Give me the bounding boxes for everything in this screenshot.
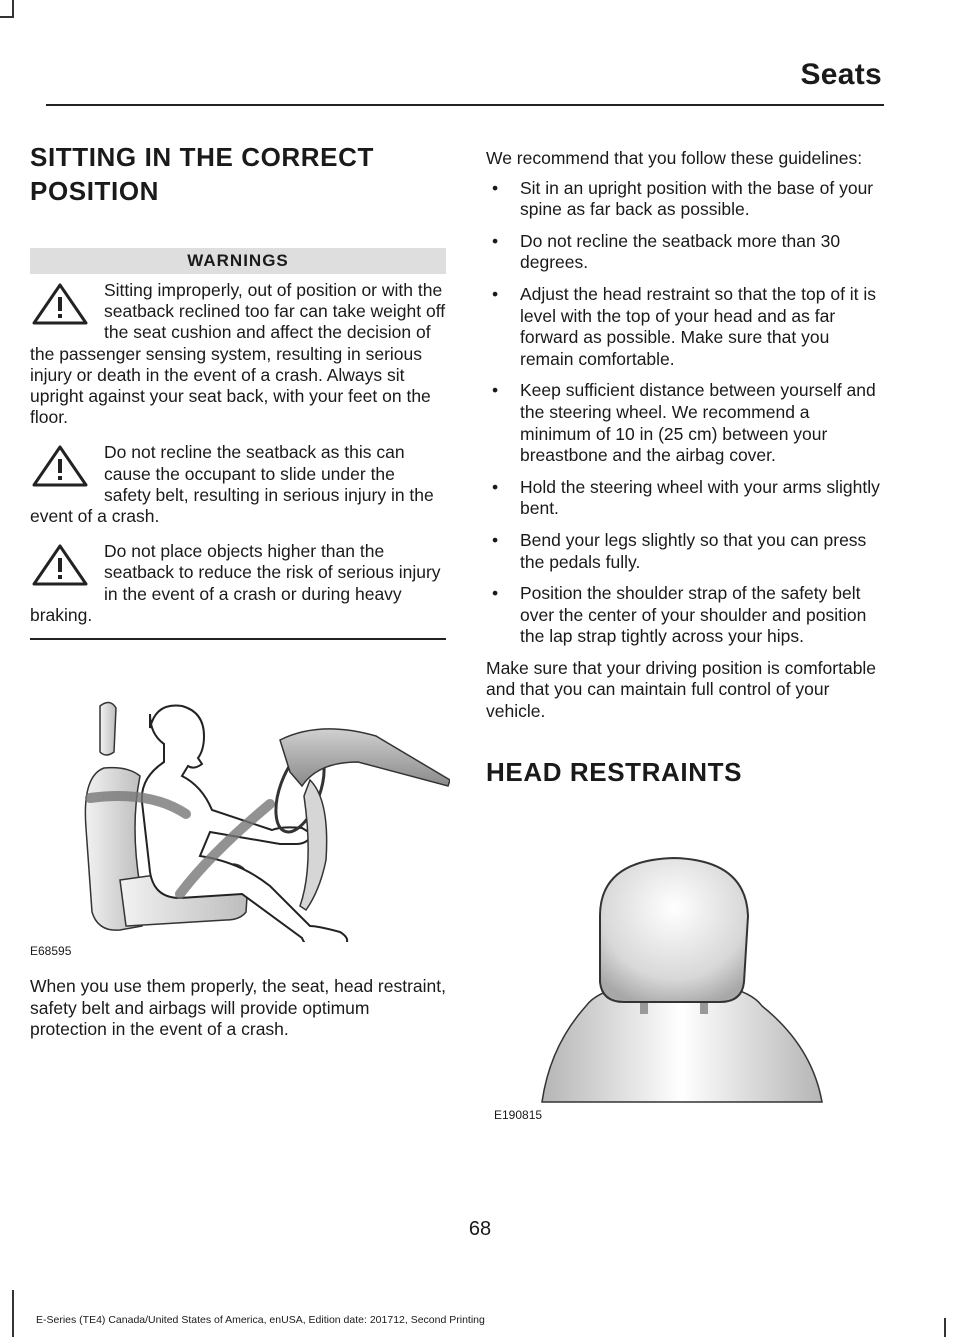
closing-paragraph: Make sure that your driving position is comfortable and that you can maintain full control of your vehicle. [486, 657, 877, 722]
crop-mark [12, 1290, 14, 1337]
page-heading: SITTING IN THE CORRECT POSITION [30, 142, 374, 206]
warnings-end-rule [30, 638, 446, 640]
section-title: Seats [800, 58, 882, 91]
footer-text: E-Series (TE4) Canada/United States of America, enUSA, Edition date: 201712, Second Printing [36, 1314, 485, 1326]
warning-text: Do not recline the seatback as this can cause the occupant to slide under the safety belt, resulting in serious injury in the event of a crash. [30, 442, 434, 527]
list-item: • Hold the steering wheel with your arms slightly bent. [486, 477, 882, 520]
page-number: 68 [468, 1218, 492, 1240]
crop-mark [0, 16, 14, 18]
warnings-bar: WARNINGS [30, 248, 446, 274]
driver-seated-illustration [30, 680, 450, 942]
warning-triangle-icon [30, 543, 90, 587]
list-item: • Sit in an upright position with the base of your spine as far back as possible. [486, 178, 882, 221]
guidelines-intro: We recommend that you follow these guidelines: [486, 148, 863, 168]
section-heading-head-restraints: HEAD RESTRAINTS [486, 756, 743, 787]
header-rule [46, 104, 884, 106]
warning-triangle-icon [30, 282, 90, 326]
warning-text: Do not place objects higher than the seatback to reduce the risk of serious injury in the event of a crash or during heavy braking. [30, 541, 441, 625]
warning-text: Sitting improperly, out of position or with the seatback reclined too far can take weight off the seat cushion and affect the decision of the passenger sensing system, resulting in serious injury or death in the event of a crash. Always sit upright against your seat back, with your feet on the floor. [30, 280, 446, 428]
right-column [486, 148, 882, 788]
warning-item [30, 280, 446, 428]
figure-code: E190815 [494, 1108, 543, 1122]
seating-position-figure [30, 680, 450, 960]
list-item: • Keep sufficient distance between yourself and the steering wheel. We recommend a minimum of 10 in (25 cm) between your breastbone and the airbag cover. [486, 380, 882, 466]
warning-item [30, 442, 446, 527]
figure-code: E68595 [30, 944, 72, 958]
guidelines-list [486, 178, 882, 648]
left-column [30, 140, 446, 640]
list-item: • Bend your legs slightly so that you can press the pedals fully. [486, 530, 882, 573]
left-paragraph: When you use them properly, the seat, head restraint, safety belt and airbags will provide optimum protection in the event of a crash. [30, 976, 447, 1040]
list-item: • Position the shoulder strap of the safety belt over the center of your shoulder and position the lap strap tightly across your hips. [486, 583, 882, 648]
head-restraint-figure [490, 856, 854, 1128]
warning-item [30, 541, 446, 626]
list-item: • Adjust the head restraint so that the top of it is level with the top of your head and as far forward as possible. Make sure that you remain comfortable. [486, 284, 882, 370]
crop-mark [944, 1318, 946, 1337]
head-restraint-illustration [490, 856, 854, 1106]
list-item: • Do not recline the seatback more than 30 degrees. [486, 231, 882, 274]
warning-triangle-icon [30, 444, 90, 488]
